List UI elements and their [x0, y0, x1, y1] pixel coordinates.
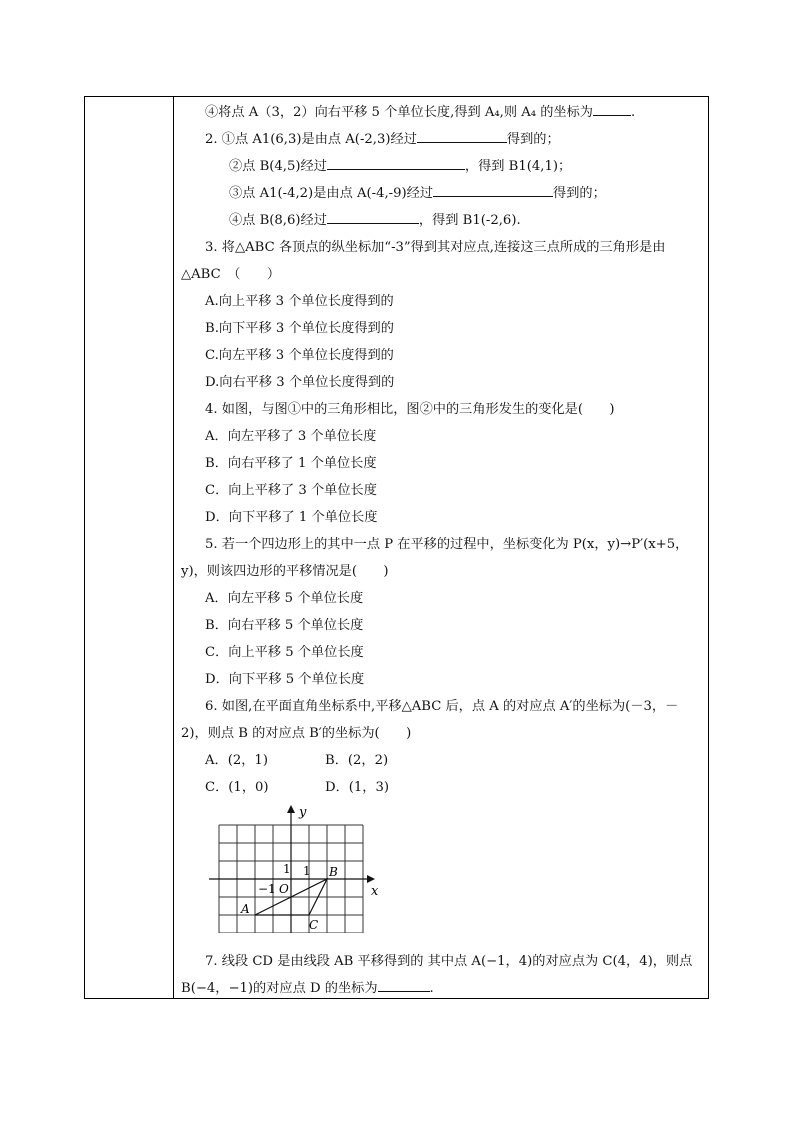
answer-blank — [327, 155, 465, 170]
answer-blank — [327, 209, 419, 224]
answer-blank — [433, 182, 553, 197]
origin-label: O — [279, 882, 289, 896]
coordinate-figure — [209, 803, 389, 933]
q3-option-b: B.向下平移 3 个单位长度得到的 — [205, 321, 394, 336]
q2-part3: ③点 A1(-4,2)是由点 A(-4,-9)经过 得到的； — [229, 180, 606, 207]
q3-stem-cont: △ABC （ ） — [181, 267, 281, 282]
answer-blank — [378, 977, 430, 992]
q6-option-a: A．(2，1) — [205, 753, 268, 768]
q3-option-a: A.向上平移 3 个单位长度得到的 — [205, 294, 394, 309]
q6-option-d: D．(1，3) — [325, 780, 390, 795]
q2-part4: ④点 B(8,6)经过 ，得到 B1(-2,6). — [229, 207, 521, 234]
q3-stem: 3. 将△ABC 各顶点的纵坐标加“-3”得到其对应点,连接这三点所成的三角形是由 — [205, 240, 666, 255]
point-b-label: B — [329, 865, 338, 879]
q1-part4: ④将点 A（3，2）向右平移 5 个单位长度,得到 A₄,则 A₄ 的坐标为 . — [205, 99, 635, 126]
q3-option-c: C.向左平移 3 个单位长度得到的 — [205, 348, 394, 363]
q4-option-c: C．向上平移了 3 个单位长度 — [205, 483, 377, 498]
y-unit-label: 1 — [283, 862, 291, 876]
neg-one-label: −1 — [258, 882, 276, 896]
q6-option-b: B．(2，2) — [325, 753, 389, 768]
q6-option-c: C．(1，0) — [205, 780, 269, 795]
q4-option-d: D．向下平移了 1 个单位长度 — [205, 510, 378, 525]
q4-option-a: A．向左平移了 3 个单位长度 — [205, 429, 377, 444]
content-cell — [175, 97, 708, 998]
q3-option-d: D.向右平移 3 个单位长度得到的 — [205, 375, 395, 390]
y-axis-label: y — [299, 805, 307, 820]
q6-stem-cont: 2)，则点 B 的对应点 B′的坐标为( ) — [181, 726, 412, 741]
q5-option-b: B．向右平移 5 个单位长度 — [205, 618, 364, 633]
q5-stem-cont: y)，则该四边形的平移情况是( ) — [181, 564, 389, 579]
q5-option-a: A．向左平移 5 个单位长度 — [205, 591, 364, 606]
q2-part1: 2. ①点 A1(6,3)是由点 A(-2,3)经过 得到的； — [205, 126, 560, 153]
point-a-label: A — [241, 902, 250, 916]
answer-blank — [593, 101, 631, 116]
q7-stem-cont: B(−4，−1)的对应点 D 的坐标为 . — [181, 975, 434, 1002]
q4-stem: 4. 如图，与图①中的三角形相比，图②中的三角形发生的变化是( ) — [205, 402, 615, 417]
x-axis-arrow — [367, 875, 375, 883]
point-c-label: C — [309, 918, 319, 932]
q7-stem: 7. 线段 CD 是由线段 AB 平移得到的 其中点 A(−1，4)的对应点为 C(4，4)，则点 — [205, 954, 693, 969]
q5-option-c: C．向上平移 5 个单位长度 — [205, 645, 364, 660]
q4-option-b: B．向右平移了 1 个单位长度 — [205, 456, 377, 471]
q5-option-d: D．向下平移 5 个单位长度 — [205, 672, 365, 687]
worksheet-table — [84, 96, 709, 999]
x-axis-label: x — [371, 884, 379, 899]
column-divider — [173, 97, 174, 998]
q6-stem: 6. 如图,在平面直角坐标系中,平移△ABC 后，点 A 的对应点 A′的坐标为(－3，－ — [205, 699, 679, 714]
q5-stem: 5. 若一个四边形上的其中一点 P 在平移的过程中，坐标变化为 P(x，y)→P′(x+5， — [205, 537, 689, 552]
x-unit-label: 1 — [303, 864, 311, 878]
answer-blank — [417, 128, 507, 143]
y-axis-arrow — [287, 805, 295, 813]
q2-part2: ②点 B(4,5)经过 ，得到 B1(4,1)； — [229, 153, 571, 180]
